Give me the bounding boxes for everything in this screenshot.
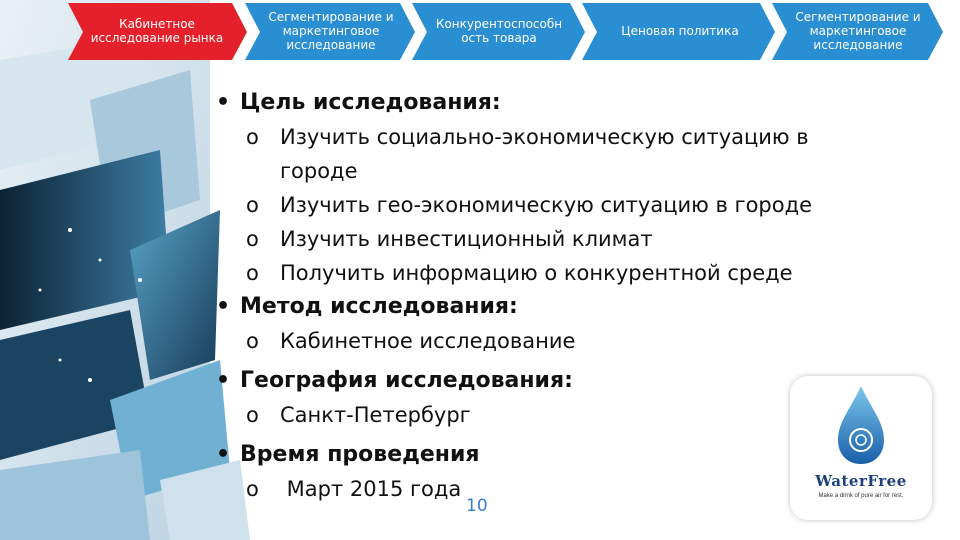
goal-item-continuation: городе [280, 159, 358, 183]
chevron-step-2[interactable]: Сегментирование и маркетинговое исследование [268, 10, 394, 52]
goal-item: o Изучить инвестиционный климат [246, 227, 653, 251]
water-drop-icon [790, 376, 932, 472]
chevron-step-3[interactable]: Конкурентоспособн ость товара [435, 17, 563, 45]
time-item: o Март 2015 года [246, 477, 462, 501]
section-goal-title: • Цель исследования: [210, 86, 890, 120]
page-number: 10 [466, 496, 488, 516]
geography-item: o Санкт-Петербург [246, 403, 471, 427]
goal-item: o Изучить социально-экономическую ситуацию в [246, 125, 809, 149]
chevron-step-4[interactable]: Ценовая политика [621, 24, 739, 38]
logo-wordmark: WaterFree [815, 472, 907, 490]
section-method-title: • Метод исследования: [210, 290, 890, 324]
chevron-step-5[interactable]: Сегментирование и маркетинговое исследование [795, 10, 921, 52]
waterfree-logo [790, 376, 932, 520]
goal-item: o Получить информацию о конкурентной среде [246, 261, 793, 285]
chevron-step-1[interactable]: Кабинетное исследование рынка [90, 17, 224, 45]
section-geography-title: • География исследования: [210, 364, 890, 398]
slide-content [210, 86, 890, 506]
method-item: o Кабинетное исследование [246, 329, 576, 353]
goal-item: o Изучить гео-экономическую ситуацию в городе [246, 193, 813, 217]
section-time-title: • Время проведения [210, 438, 890, 472]
logo-tagline: Make a drink of pure air for rest. [818, 493, 904, 499]
